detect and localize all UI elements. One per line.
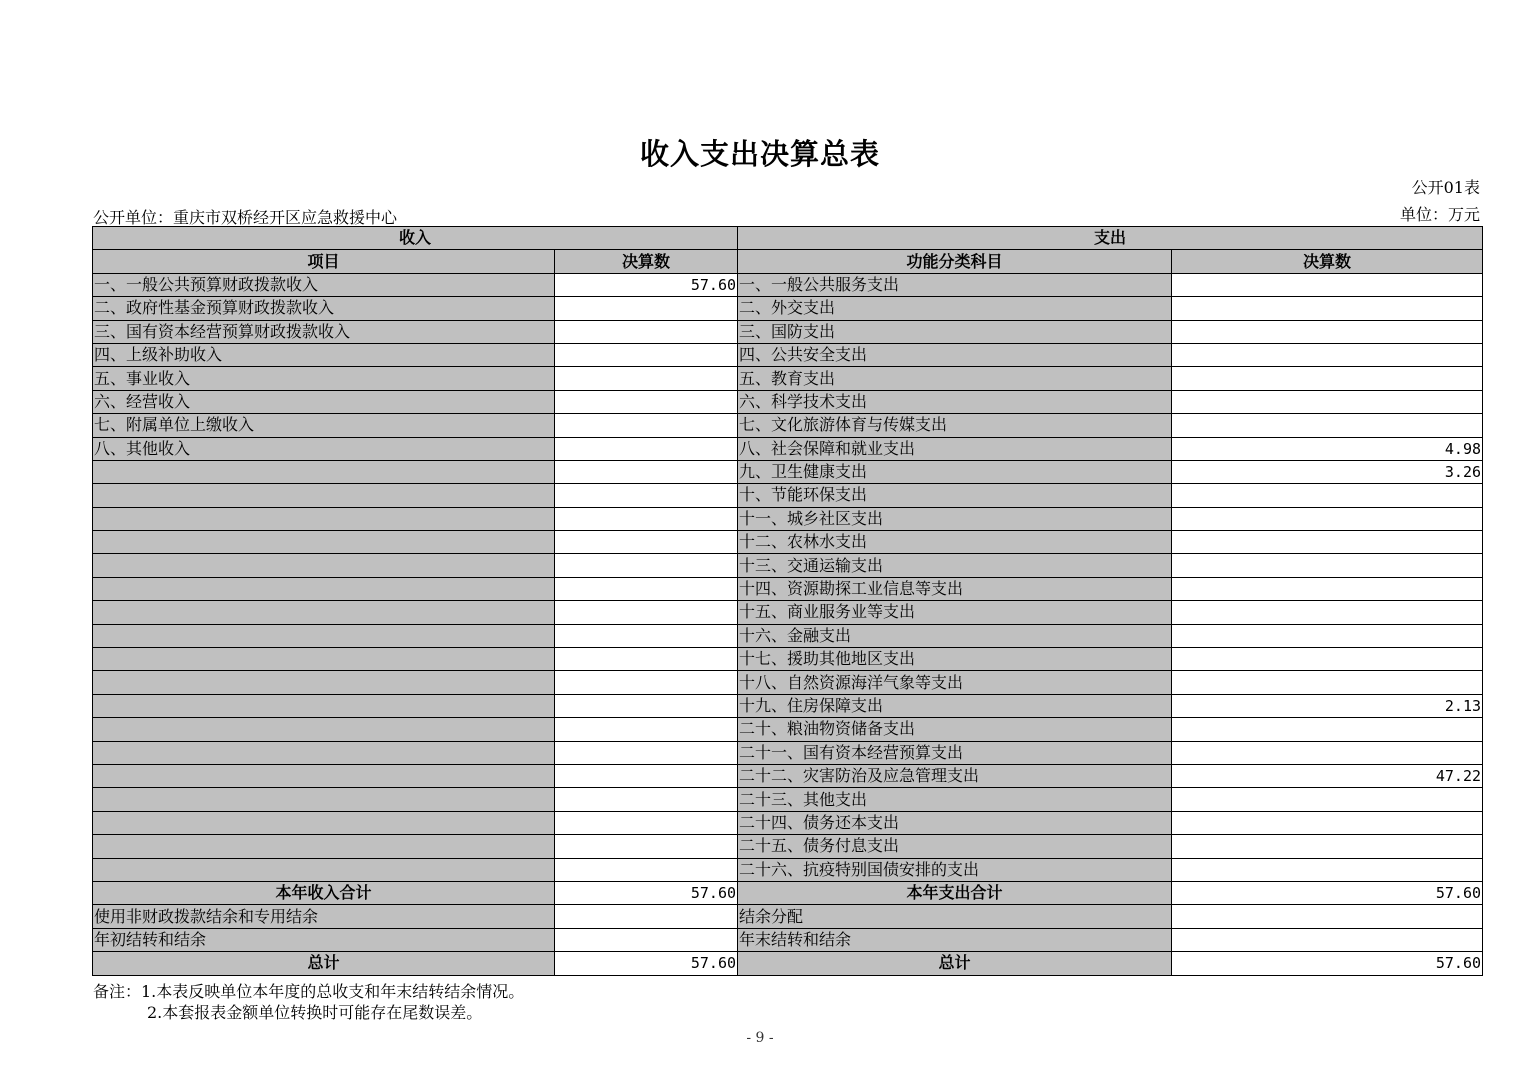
income-amount [555,531,738,554]
income-item [93,460,555,483]
expense-amount [1172,531,1483,554]
income-amount [555,554,738,577]
income-amount [555,718,738,741]
income-amount [555,624,738,647]
income-item [93,718,555,741]
table-row [93,390,1483,413]
page-number: - 9 - [746,1030,774,1046]
expense-item: 一、一般公共服务支出 [738,273,1172,296]
expense-item: 二十、粮油物资储备支出 [738,718,1172,741]
expense-grand-amount: 57.60 [1172,952,1483,975]
note-line-1: 备注：1.本表反映单位本年度的总收支和年末结转结余情况。 [93,982,525,1001]
income-item [93,858,555,881]
note-line-2: 2.本套报表金额单位转换时可能存在尾数误差。 [147,1003,483,1022]
table-row [93,835,1483,858]
income-carryover-label: 年初结转和结余 [93,928,555,951]
income-grand-label: 总计 [93,952,555,975]
expense-item: 五、教育支出 [738,367,1172,390]
carryover-row [93,928,1483,951]
table-row [93,788,1483,811]
income-amount [555,835,738,858]
table-row [93,460,1483,483]
income-item [93,694,555,717]
expense-extra-label: 结余分配 [738,905,1172,928]
expense-amount [1172,577,1483,600]
currency-unit: 单位：万元 [1399,205,1480,224]
expense-header: 支出 [738,227,1483,250]
expense-item: 二、外交支出 [738,297,1172,320]
expense-amount [1172,671,1483,694]
expense-item: 二十二、灾害防治及应急管理支出 [738,764,1172,787]
income-header: 收入 [93,227,738,250]
expense-total-label: 本年支出合计 [738,881,1172,904]
table-row [93,671,1483,694]
expense-amount [1172,367,1483,390]
expense-item: 十四、资源勘探工业信息等支出 [738,577,1172,600]
budget-summary-table [92,226,1483,976]
table-row [93,811,1483,834]
income-item: 五、事业收入 [93,367,555,390]
income-amount [555,741,738,764]
expense-amount: 3.26 [1172,460,1483,483]
expense-amount [1172,320,1483,343]
table-body [93,273,1483,881]
income-amount [555,577,738,600]
income-item: 三、国有资本经营预算财政拨款收入 [93,320,555,343]
balance-use-row [93,905,1483,928]
table-row [93,367,1483,390]
expense-amount [1172,741,1483,764]
expense-item: 十、节能环保支出 [738,484,1172,507]
income-item [93,811,555,834]
expense-amount [1172,835,1483,858]
expense-carryover-label: 年末结转和结余 [738,928,1172,951]
expense-item: 十一、城乡社区支出 [738,507,1172,530]
table-row [93,577,1483,600]
income-item [93,484,555,507]
expense-amount [1172,343,1483,366]
expense-amount [1172,484,1483,507]
page-title: 收入支出决算总表 [639,137,880,171]
table-row [93,437,1483,460]
income-item: 四、上级补助收入 [93,343,555,366]
table-row [93,648,1483,671]
expense-item: 四、公共安全支出 [738,343,1172,366]
income-item [93,507,555,530]
income-item: 八、其他收入 [93,437,555,460]
table-row [93,297,1483,320]
income-amount [555,858,738,881]
income-amount [555,390,738,413]
expense-amount: 47.22 [1172,764,1483,787]
table-row [93,764,1483,787]
expense-carryover-amount [1172,928,1483,951]
table-row [93,858,1483,881]
table-row [93,601,1483,624]
income-amount [555,484,738,507]
expense-item: 二十六、抗疫特别国债安排的支出 [738,858,1172,881]
table-row [93,320,1483,343]
income-item [93,764,555,787]
table-row [93,343,1483,366]
expense-item: 二十五、债务付息支出 [738,835,1172,858]
year-total-row [93,881,1483,904]
table-row [93,554,1483,577]
income-amount: 57.60 [555,273,738,296]
expense-amount [1172,273,1483,296]
income-amount [555,671,738,694]
expense-amount [1172,648,1483,671]
income-amount [555,694,738,717]
expense-amount [1172,811,1483,834]
function-class-column-header: 功能分类科目 [738,250,1172,273]
expense-item: 十九、住房保障支出 [738,694,1172,717]
income-amount [555,367,738,390]
expense-extra-amount [1172,905,1483,928]
income-item [93,624,555,647]
expense-amount [1172,718,1483,741]
income-total-label: 本年收入合计 [93,881,555,904]
expense-item: 二十一、国有资本经营预算支出 [738,741,1172,764]
expense-item: 二十三、其他支出 [738,788,1172,811]
income-amount [555,601,738,624]
income-amount [555,811,738,834]
income-amount [555,437,738,460]
income-amount [555,764,738,787]
income-extra-label: 使用非财政拨款结余和专用结余 [93,905,555,928]
table-row [93,741,1483,764]
expense-item: 二十四、债务还本支出 [738,811,1172,834]
item-column-header: 项目 [93,250,555,273]
expense-amount [1172,414,1483,437]
expense-amount [1172,858,1483,881]
income-item [93,671,555,694]
income-item [93,648,555,671]
table-number: 公开01表 [1411,178,1480,197]
income-item: 一、一般公共预算财政拨款收入 [93,273,555,296]
income-item [93,835,555,858]
income-item [93,601,555,624]
income-item [93,531,555,554]
table-row [93,273,1483,296]
table-row [93,484,1483,507]
reporting-unit: 公开单位：重庆市双桥经开区应急救援中心 [93,208,398,227]
expense-amount [1172,297,1483,320]
income-amount [555,414,738,437]
income-amount [555,460,738,483]
income-total-amount: 57.60 [555,881,738,904]
income-extra-amount [555,905,738,928]
table-row [93,718,1483,741]
amount2-column-header: 决算数 [1172,250,1483,273]
expense-item: 三、国防支出 [738,320,1172,343]
income-item: 二、政府性基金预算财政拨款收入 [93,297,555,320]
income-amount [555,788,738,811]
notes [93,981,524,1023]
expense-item: 十八、自然资源海洋气象等支出 [738,671,1172,694]
expense-item: 十六、金融支出 [738,624,1172,647]
income-item [93,554,555,577]
expense-amount [1172,788,1483,811]
expense-item: 八、社会保障和就业支出 [738,437,1172,460]
expense-item: 六、科学技术支出 [738,390,1172,413]
expense-amount [1172,507,1483,530]
grand-total-row [93,952,1483,975]
table-row [93,531,1483,554]
amount-column-header: 决算数 [555,250,738,273]
income-amount [555,648,738,671]
income-carryover-amount [555,928,738,951]
expense-amount: 4.98 [1172,437,1483,460]
expense-item: 十二、农林水支出 [738,531,1172,554]
expense-amount [1172,601,1483,624]
expense-item: 七、文化旅游体育与传媒支出 [738,414,1172,437]
expense-item: 九、卫生健康支出 [738,460,1172,483]
table-row [93,694,1483,717]
expense-amount [1172,554,1483,577]
income-item: 六、经营收入 [93,390,555,413]
expense-amount [1172,390,1483,413]
expense-grand-label: 总计 [738,952,1172,975]
income-item [93,741,555,764]
expense-amount [1172,624,1483,647]
income-amount [555,343,738,366]
income-amount [555,320,738,343]
expense-item: 十五、商业服务业等支出 [738,601,1172,624]
expense-amount: 2.13 [1172,694,1483,717]
income-grand-amount: 57.60 [555,952,738,975]
income-item [93,788,555,811]
expense-item: 十三、交通运输支出 [738,554,1172,577]
income-item [93,577,555,600]
income-amount [555,507,738,530]
table-row [93,507,1483,530]
table-row [93,624,1483,647]
expense-item: 十七、援助其他地区支出 [738,648,1172,671]
expense-total-amount: 57.60 [1172,881,1483,904]
income-item: 七、附属单位上缴收入 [93,414,555,437]
income-amount [555,297,738,320]
table-row [93,414,1483,437]
